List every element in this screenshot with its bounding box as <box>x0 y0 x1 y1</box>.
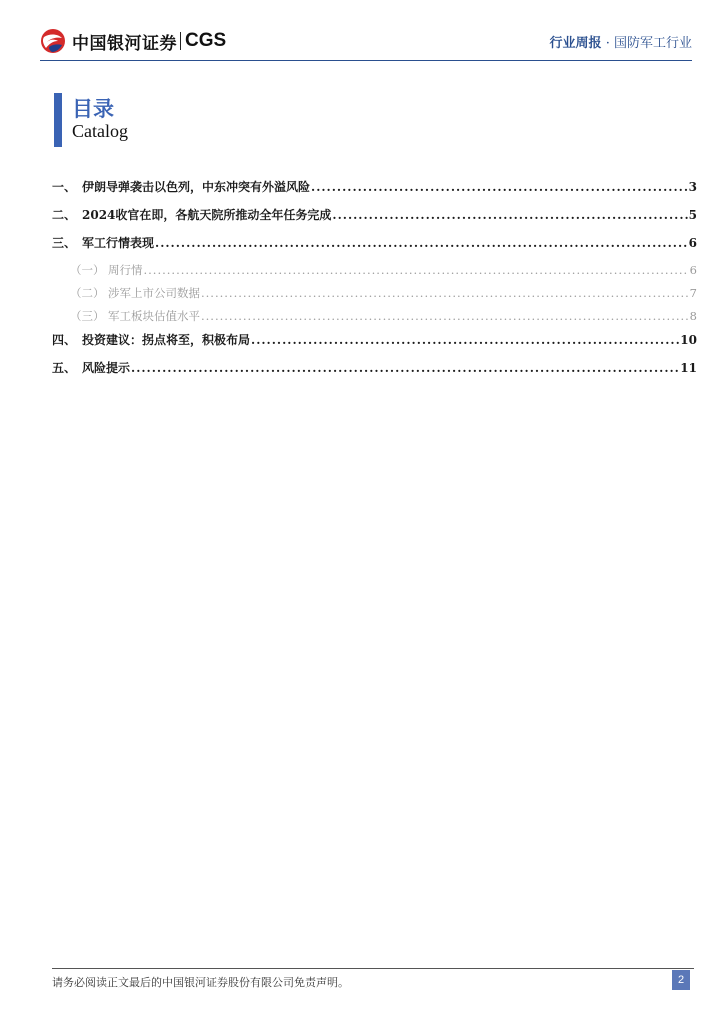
toc-entry-title: 伊朗导弹袭击以色列，中东冲突有外溢风险 <box>82 180 311 194</box>
toc-entry-title: 军工行情表现 <box>82 236 155 250</box>
page-header <box>0 0 724 62</box>
toc-entry-title: 投资建议：拐点将至，积极布局 <box>82 333 251 347</box>
toc-leader-dots <box>332 208 687 222</box>
toc-entry-page: 7 <box>689 286 697 300</box>
toc-entry-title: 涉军上市公司数据 <box>108 286 200 300</box>
toc-entry[interactable] <box>52 206 697 234</box>
toc-entry-number: 五、 <box>52 361 77 375</box>
logo-text-cn: 中国银河证券 <box>72 33 177 54</box>
toc-leader-dots <box>311 180 688 194</box>
toc-entry-page: 11 <box>680 361 697 375</box>
report-type: 行业周报 <box>549 36 602 51</box>
toc-entry-number: （一） <box>70 263 105 277</box>
toc-entry[interactable] <box>52 331 697 359</box>
toc-entry-title: 军工板块估值水平 <box>108 309 200 323</box>
toc-entry-title: 风险提示 <box>82 361 131 375</box>
catalog-title-en: Catalog <box>72 121 128 141</box>
toc-entry-number: （二） <box>70 286 105 300</box>
header-separator: · <box>605 36 610 51</box>
toc-entry[interactable] <box>52 234 697 262</box>
toc-entry[interactable] <box>52 359 697 387</box>
toc-entry-number: （三） <box>70 309 105 323</box>
logo-divider <box>180 32 181 50</box>
catalog-title-cn: 目录 <box>72 96 114 121</box>
table-of-contents <box>52 178 697 387</box>
toc-leader-dots <box>144 263 689 277</box>
toc-entry-page: 6 <box>689 263 697 277</box>
toc-leader-dots <box>201 286 689 300</box>
toc-entry-number: 一、 <box>52 180 77 194</box>
toc-entry-number: 二、 <box>52 208 77 222</box>
toc-entry-page: 5 <box>688 208 697 222</box>
toc-entry-page: 3 <box>688 180 697 194</box>
footer-disclaimer: 请务必阅读正文最后的中国银河证券股份有限公司免责声明。 <box>52 976 349 989</box>
toc-entry-number: 三、 <box>52 236 77 250</box>
page-number: 2 <box>672 970 690 990</box>
toc-entry-title: 2024收官在即，各航天院所推动全年任务完成 <box>82 208 332 222</box>
toc-entry[interactable] <box>52 178 697 206</box>
footer-divider <box>52 968 694 969</box>
cgs-logo-icon <box>40 28 66 54</box>
toc-leader-dots <box>131 361 679 375</box>
toc-subentry[interactable] <box>52 285 697 308</box>
toc-entry-number: 四、 <box>52 333 77 347</box>
header-divider <box>40 60 692 61</box>
toc-leader-dots <box>155 236 688 250</box>
report-category <box>550 32 692 51</box>
company-logo <box>40 28 226 54</box>
toc-entry-title: 周行情 <box>108 263 143 277</box>
title-accent-bar <box>54 93 62 147</box>
industry-name: 国防军工行业 <box>613 36 692 51</box>
toc-subentry[interactable] <box>52 308 697 331</box>
toc-entry-page: 8 <box>689 309 697 323</box>
toc-subentry[interactable] <box>52 262 697 285</box>
toc-leader-dots <box>201 309 689 323</box>
toc-entry-page: 6 <box>688 236 697 250</box>
logo-text-en: CGS <box>185 30 227 51</box>
toc-leader-dots <box>251 333 679 347</box>
toc-entry-page: 10 <box>680 333 697 347</box>
